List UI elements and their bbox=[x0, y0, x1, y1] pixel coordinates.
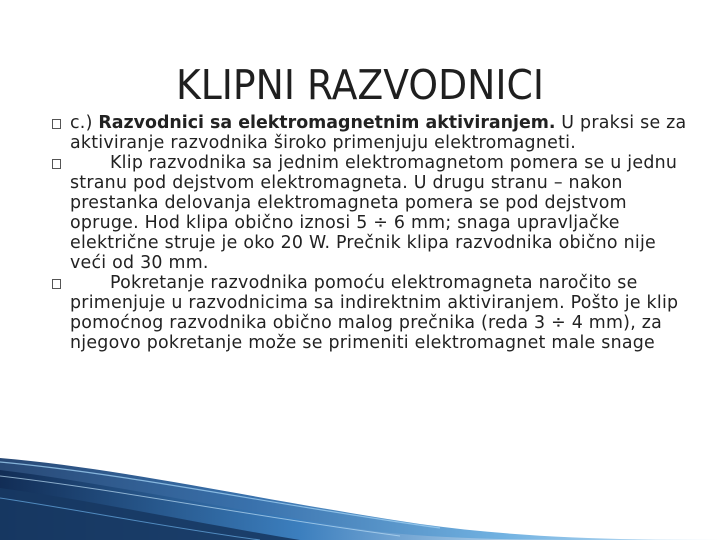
slide-title bbox=[0, 61, 720, 109]
bullet-item-2 bbox=[50, 153, 690, 273]
bullet-list bbox=[50, 113, 690, 353]
bullet-1-lead: c.) bbox=[70, 113, 99, 133]
bullet-item-1 bbox=[50, 113, 690, 153]
bullet-item-3 bbox=[50, 273, 690, 353]
bullet-1-text: U praksi se za aktiviranje razvodnika široko primenjuju elektromagneti. bbox=[70, 113, 687, 153]
blue-wave-corner-icon bbox=[0, 440, 720, 540]
bullet-1-bold-heading: Razvodnici sa elektromagnetnim aktiviranjem. bbox=[98, 113, 556, 133]
square-bullet-icon bbox=[52, 159, 61, 169]
bullet-2-text: Klip razvodnika sa jednim elektromagnetom pomera se u jednu stranu pod dejstvom elektromagneta. U drugu stranu – nakon prestanka delovanja elektromagneta pomera se pod dejstvom opruge. Hod klipa obično iznosi 5 ÷ 6 mm; snaga upravljačke električne struje je oko 20 W. Prečnik klipa razvodnika obično nije veći od 30 mm. bbox=[70, 153, 678, 273]
slide-title-text: KLIPNI RAZVODNICI bbox=[176, 61, 544, 110]
square-bullet-icon bbox=[52, 279, 61, 289]
square-bullet-icon bbox=[52, 119, 61, 129]
bullet-3-text: Pokretanje razvodnika pomoću elektromagneta naročito se primenjuje u razvodnicima sa indirektnim aktiviranjem. Pošto je klip pomoćnog razvodnika obično malog prečnika (reda 3 ÷ 4 mm), za njegovo pokretanje može se primeniti elektromagnet male snage bbox=[70, 273, 679, 353]
